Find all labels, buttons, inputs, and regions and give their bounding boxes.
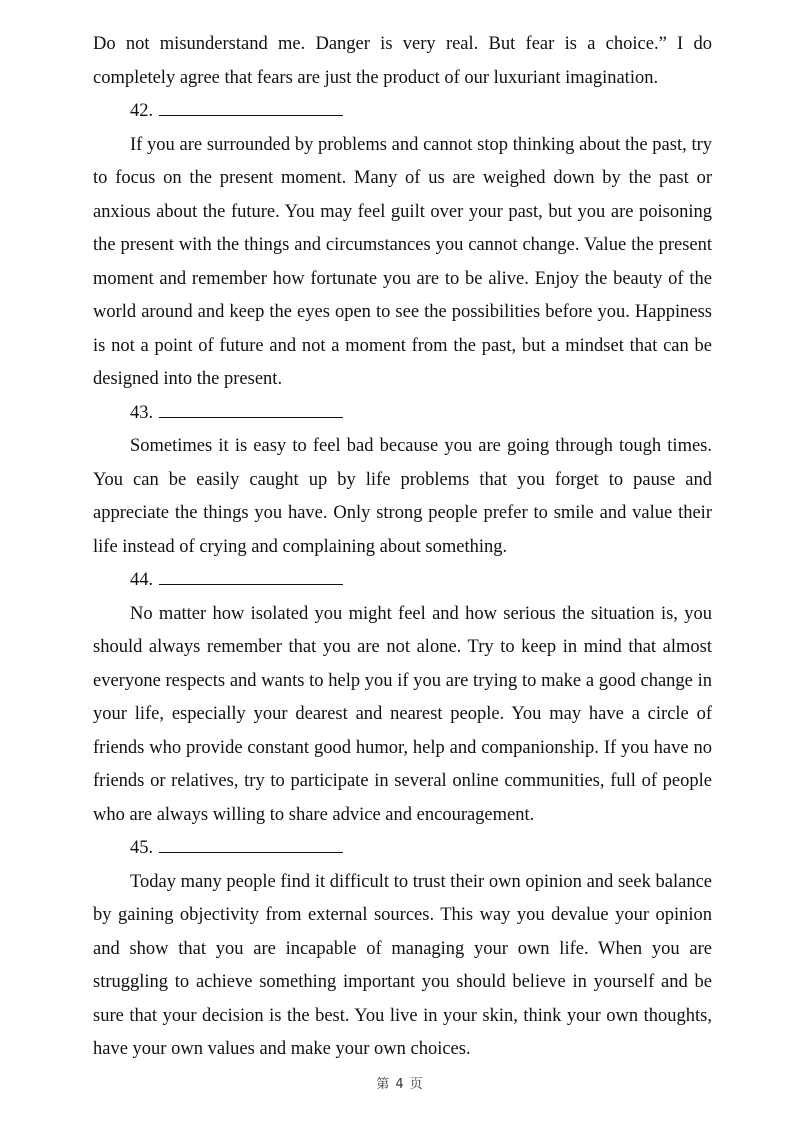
paragraph-1: Do not misunderstand me. Danger is very real. But fear is a choice.” I do completely agree that fears are just the product of our luxuriant imagination. — [93, 34, 712, 88]
paragraph-5: Today many people find it difficult to trust their own opinion and seek balance by gaining objectivity from external sources. This way you devalue your opinion and show that you are incapable of managing your own life. When you are struggling to achieve something important you should believe in yourself and be sure that your decision is the best. You live in your skin, think your own thoughts, have your own values and make your own choices. — [93, 871, 712, 1059]
question-45-line — [93, 832, 712, 866]
question-42-line — [93, 95, 712, 129]
question-44-number: 44. — [130, 570, 154, 590]
question-43-number: 43. — [130, 402, 154, 423]
question-45-blank[interactable] — [159, 851, 343, 853]
question-42-number: 42. — [130, 101, 154, 121]
paragraph-2: If you are surrounded by problems and cannot stop thinking about the past, try to focus on the present moment. Many of us are weighed down by the past or anxious about the future. You may feel guilt over your past, but you are poisoning the present with the things and circumstances you cannot change. Value the present moment and remember how fortunate you are to be alive. Enjoy the beauty of the world around and keep the eyes open to see the possibilities before you. Happiness is not a point of future and not a moment from the past, but a mindset that can be designed into the present. — [93, 134, 712, 389]
question-43-blank[interactable] — [159, 416, 343, 418]
page-number-footer: 第 4 页 — [376, 1077, 424, 1092]
question-44-blank[interactable] — [159, 583, 343, 585]
paragraph-4: No matter how isolated you might feel and how serious the situation is, you should always remember that you are not alone. Try to keep in mind that almost everyone respects and wants to help you if you are trying to make a good change in your life, especially your dearest and nearest people. You may have a circle of friends who provide constant good humor, help and companionship. If you have no friends or relatives, try to participate in several online communities, full of people who are always willing to share advice and encouragement. — [93, 603, 712, 825]
paragraph-3: Sometimes it is easy to feel bad because you are going through tough times. You can be easily caught up by life problems that you forget to pause and appreciate the things you have. Only strong people prefer to smile and value their life instead of crying and complaining about something. — [93, 436, 712, 557]
question-42-blank[interactable] — [159, 114, 343, 116]
question-44-line — [93, 564, 712, 598]
question-45-number: 45. — [130, 838, 154, 858]
question-43-line — [93, 397, 712, 431]
